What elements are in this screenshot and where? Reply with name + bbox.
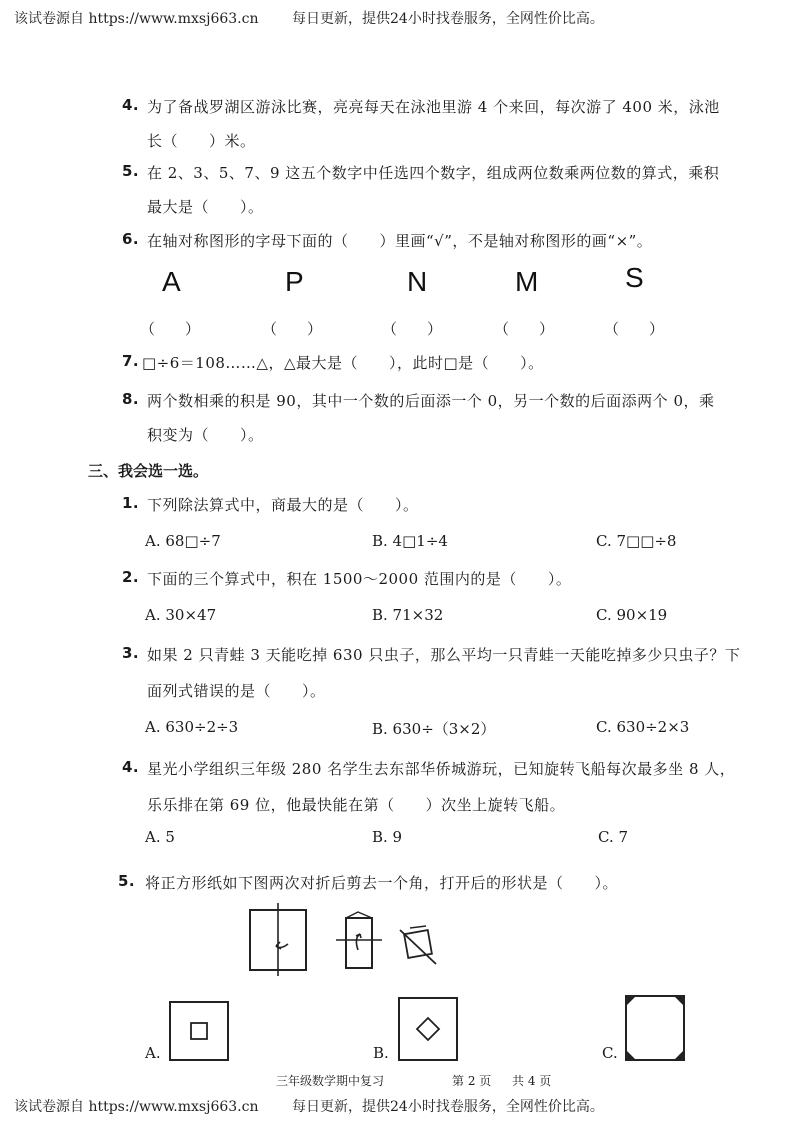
option-a[interactable]: A. 630÷2÷3 <box>145 718 239 736</box>
question-number: 5. <box>122 162 140 180</box>
option-b[interactable]: B. 630÷（3×2） <box>372 720 496 738</box>
question-text-line1: 如果 2 只青蛙 3 天能吃掉 630 只虫子，那么平均一只青蛙一天能吃掉多少只虫子？下 <box>147 646 741 664</box>
question-number: 8. <box>122 390 140 408</box>
question-number: 1. <box>122 494 140 512</box>
option-a-label[interactable]: A. <box>145 1044 161 1062</box>
answer-paren[interactable]: （ ） <box>494 320 555 338</box>
option-a-shape[interactable] <box>168 1000 230 1062</box>
question-text-line1: 星光小学组织三年级 280 名学生去东部华侨城游玩，已知旋转飞船每次最多坐 8 人， <box>147 760 736 778</box>
option-a[interactable]: A. 30×47 <box>145 606 217 624</box>
option-b[interactable]: B. 9 <box>372 828 403 846</box>
option-c[interactable]: C. 630÷2×3 <box>596 718 690 736</box>
question-text-line1: 为了备战罗湖区游泳比赛，亮亮每天在泳池里游 4 个来回，每次游了 400 米，泳池 <box>147 98 720 116</box>
letter-n: N <box>407 266 428 297</box>
option-b[interactable]: B. 71×32 <box>372 606 444 624</box>
question-number: 4. <box>122 758 140 776</box>
section-3-title: 三、我会选一选。 <box>88 462 209 480</box>
option-c[interactable]: C. 90×19 <box>596 606 668 624</box>
letter-p: P <box>285 266 304 297</box>
question-text-line1: □÷6＝108……△，△最大是（ ），此时□是（ ）。 <box>142 354 544 372</box>
top-banner-right: 每日更新，提供24小时找卷服务，全网性价比高。 <box>292 11 604 27</box>
question-text-line1: 下面的三个算式中，积在 1500～2000 范围内的是（ ）。 <box>147 570 572 588</box>
question-text-line2: 积变为（ ）。 <box>147 426 264 444</box>
bottom-banner-right: 每日更新，提供24小时找卷服务，全网性价比高。 <box>292 1099 604 1115</box>
answer-paren[interactable]: （ ） <box>382 320 443 338</box>
answer-paren[interactable]: （ ） <box>140 320 201 338</box>
question-text-line1: 在轴对称图形的字母下面的（ ）里画“√”，不是轴对称图形的画“×”。 <box>147 232 653 250</box>
answer-paren[interactable]: （ ） <box>262 320 323 338</box>
question-text-line1: 将正方形纸如下图两次对折后剪去一个角，打开后的形状是（ ）。 <box>145 874 619 892</box>
question-text-line2: 乐乐排在第 69 位，他最快能在第（ ）次坐上旋转飞船。 <box>147 796 566 814</box>
question-number: 2. <box>122 568 140 586</box>
option-b-label[interactable]: B. <box>373 1044 389 1062</box>
option-c-label[interactable]: C. <box>602 1044 618 1062</box>
question-text-line1: 在 2、3、5、7、9 这五个数字中任选四个数字，组成两位数乘两位数的算式，乘积 <box>147 164 720 182</box>
option-c[interactable]: C. 7□□÷8 <box>596 532 677 550</box>
option-c[interactable]: C. 7 <box>598 828 629 846</box>
footer-page: 第 2 页 <box>452 1074 492 1088</box>
option-b-shape[interactable] <box>397 996 459 1062</box>
bottom-banner-left: 该试卷源自 https://www.mxsj663.cn <box>14 1099 259 1115</box>
question-text-line2: 面列式错误的是（ ）。 <box>147 682 326 700</box>
question-text-line1: 下列除法算式中，商最大的是（ ）。 <box>147 496 419 514</box>
question-number: 5. <box>118 872 136 890</box>
option-a[interactable]: A. 68□÷7 <box>145 532 221 550</box>
answer-paren[interactable]: （ ） <box>604 320 665 338</box>
footer-total: 共 4 页 <box>512 1074 552 1088</box>
question-number: 6. <box>122 230 140 248</box>
letter-m: M <box>515 266 539 297</box>
option-b[interactable]: B. 4□1÷4 <box>372 532 448 550</box>
question-number: 7. <box>122 352 140 370</box>
letter-s: S <box>625 262 644 293</box>
question-text-line2: 长（ ）米。 <box>147 132 256 150</box>
top-banner-left: 该试卷源自 https://www.mxsj663.cn <box>14 11 259 27</box>
question-text-line2: 最大是（ ）。 <box>147 198 264 216</box>
question-number: 3. <box>122 644 140 662</box>
question-text-line1: 两个数相乘的积是 90，其中一个数的后面添一个 0，另一个数的后面添两个 0，乘 <box>147 392 715 410</box>
footer-title: 三年级数学期中复习 <box>276 1074 385 1088</box>
option-c-shape[interactable] <box>624 994 686 1062</box>
letter-a: A <box>162 266 181 297</box>
question-number: 4. <box>122 96 140 114</box>
option-a[interactable]: A. 5 <box>145 828 175 846</box>
paper-folding-diagram <box>240 900 440 980</box>
